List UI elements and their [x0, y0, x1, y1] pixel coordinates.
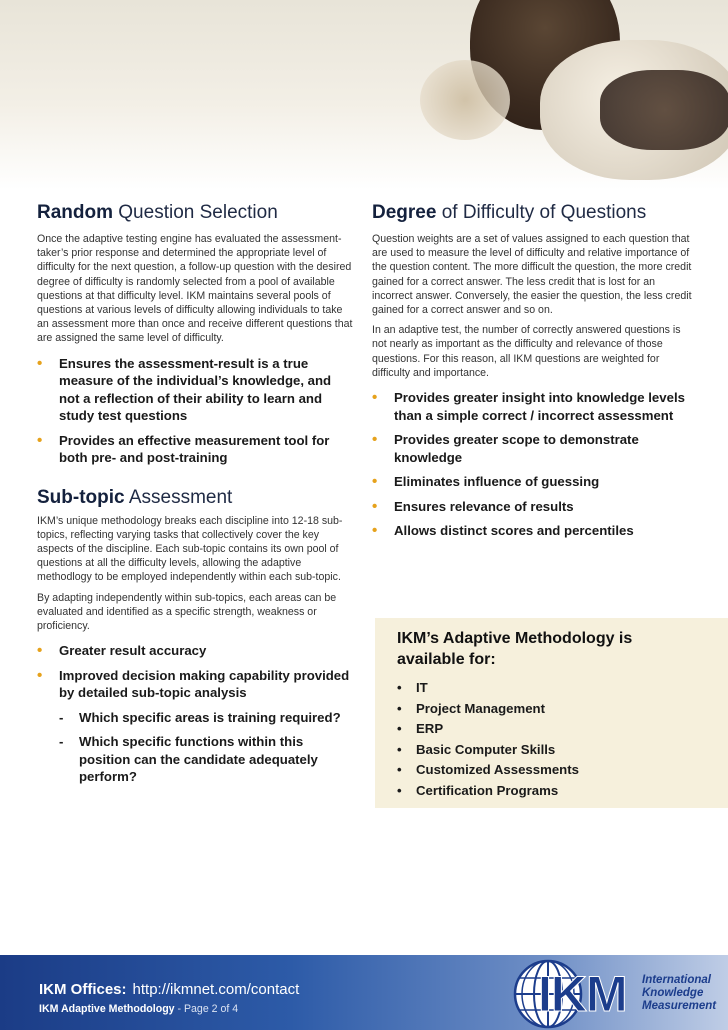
offices-line: IKM Offices: http://ikmnet.com/contact — [39, 981, 300, 998]
bullet-dot-icon: • — [372, 473, 378, 491]
list-item: • Certification Programs — [397, 781, 728, 802]
list-item: • Allows distinct scores and percentiles — [372, 522, 634, 540]
bullet-dot-icon: • — [372, 497, 378, 515]
list-item: • ERP — [397, 719, 728, 740]
random-bullets — [37, 355, 355, 467]
list-item: • Improved decision making capability provided by detailed sub-topic analysis — [37, 666, 350, 701]
ikm-logo — [512, 958, 728, 1030]
bullet-dot-icon: • — [37, 431, 43, 449]
subtopic-questions — [37, 709, 355, 786]
left-column — [37, 200, 355, 793]
offices-link[interactable]: http://ikmnet.com/contact — [132, 981, 300, 998]
list-item: • Greater result accuracy — [37, 642, 207, 660]
bullet-dot-icon: • — [372, 389, 378, 407]
list-item: • Customized Assessments — [397, 760, 728, 781]
logo-words: International Knowledge Measurement — [642, 974, 717, 1012]
list-item: • Project Management — [397, 699, 728, 720]
degree-heading: Degree of Difficulty of Questions — [372, 202, 647, 223]
list-item: - Which specific functions within this position can the candidate adequately perform? — [59, 734, 318, 785]
random-heading: Random Question Selection — [37, 202, 278, 223]
subtopic-body-1: IKM’s unique methodology breaks each discipline into 12-18 sub-topics, reflecting varying tasks that collectively cover the key aspects of the discipline. Each sub-topic contains its own pool of questions at all the difficulty levels, allowing the adaptive methodlogy to be employed independently within each sub-topic. — [37, 514, 343, 584]
bullet-dot-icon: • — [372, 431, 378, 449]
degree-body-1: Question weights are a set of values assigned to each question that are used to measure the level of difficulty and relative importance of the question content. The more difficult the question, the more credit gained for a correct answer. The less credit that is lost for an incorrect answer. Conversely, the easier the question, the less credit gained for a correct answer and so on. — [372, 233, 692, 317]
header-photo — [0, 0, 728, 190]
list-item: • Basic Computer Skills — [397, 740, 728, 761]
availability-list — [397, 678, 728, 801]
bullet-dot-icon: • — [397, 782, 402, 798]
list-item: • Eliminates influence of guessing — [372, 473, 600, 491]
availability-title: IKM’s Adaptive Methodology is available for: — [397, 630, 633, 668]
degree-body-2: In an adaptive test, the number of correctly answered questions is not nearly as important as the difficulty and relevance of those questions. For this reason, all IKM questions are weighted for difficulty and importance. — [372, 324, 681, 379]
bullet-dot-icon: • — [37, 642, 43, 660]
logo-wordmark: IKM — [538, 966, 627, 1022]
right-column — [372, 200, 692, 547]
page-info: IKM Adaptive Methodology - Page 2 of 4 — [39, 1003, 239, 1015]
bullet-dot-icon: • — [37, 666, 43, 684]
list-item: • IT — [397, 678, 728, 699]
bullet-dot-icon: • — [397, 680, 402, 695]
list-item: • Provides greater insight into knowledge levels than a simple correct / incorrect assessment — [372, 389, 685, 423]
bullet-dot-icon: • — [37, 354, 43, 372]
bullet-dot-icon: • — [372, 522, 378, 540]
list-item: • Provides greater scope to demonstrate knowledge — [372, 431, 639, 465]
degree-bullets — [372, 389, 692, 540]
availability-box — [375, 618, 728, 808]
subtopic-heading: Sub-topic Assessment — [37, 486, 233, 508]
list-item: - Which specific areas is training required? — [59, 709, 341, 725]
bullet-dot-icon: • — [397, 700, 402, 716]
random-body: Once the adaptive testing engine has evaluated the assessment-taker’s prior response and determined the appropriate level of difficulty for the next question, a follow-up question with the desired degree of difficulty is randomly selected from a pool of available questions at that difficulty level. IKM maintains several pools of questions at various levels of difficulty allowing individuals to take an assessment more than once and receive different questions that are assigned the same level of difficulty. — [37, 233, 353, 345]
list-item: • Provides an effective measurement tool for both pre- and post-training — [37, 431, 330, 466]
subtopic-body-2: By adapting independently within sub-topics, each areas can be evaluated and identified as a specific strength, weakness or proficiency. — [37, 591, 337, 633]
subtopic-bullets — [37, 642, 355, 702]
bullet-dot-icon: • — [397, 762, 402, 777]
bullet-dot-icon: • — [397, 741, 402, 757]
list-item: • Ensures relevance of results — [372, 497, 574, 515]
bullet-dot-icon: • — [397, 721, 402, 736]
list-item: • Ensures the assessment-result is a true measure of the individual’s knowledge, and not a reflection of their ability to learn and study test questions — [37, 354, 332, 424]
